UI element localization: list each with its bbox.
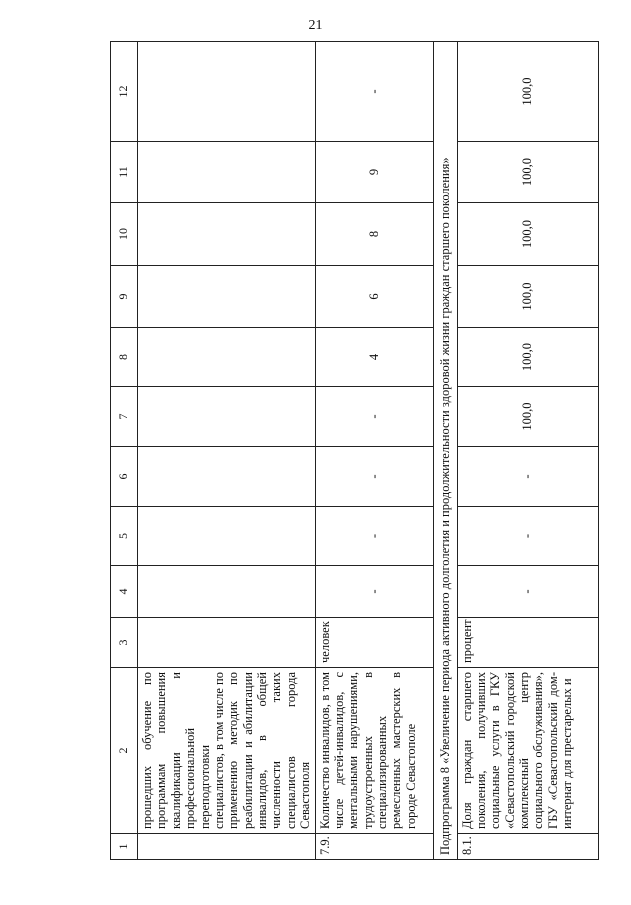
cell-value [138,566,316,618]
cell-value: - [315,507,433,566]
cell-value: 8 [315,203,433,266]
cell-value [138,203,316,266]
cell-value: 100,0 [457,328,598,387]
col-header: 4 [111,566,138,618]
subprogram-title: Подпрограмма 8 «Увеличение периода активного долголетия и продолжительности здоровой жизни граждан старшего поколения» [433,42,457,860]
subprogram-row [433,42,457,860]
col-header: 10 [111,203,138,266]
indicator-table [110,41,599,860]
cell-value [138,328,316,387]
row-index: 7.9. [315,834,433,860]
cell-value [138,447,316,507]
cell-value: 100,0 [457,203,598,266]
table-row [138,42,316,860]
cell-value: - [315,387,433,447]
row-text: Доля граждан старшего поколения, получивших социальные услуги в ГКУ «Севастопольский городской комплексный центр социального обслуживания», ГБУ «Севастопольский дом-интернат для престарелых и [457,668,598,834]
col-header: 6 [111,447,138,507]
cell-value: 4 [315,328,433,387]
table-row [457,42,598,860]
cell-value: - [315,42,433,142]
cell-value: - [315,566,433,618]
cell-value: - [315,447,433,507]
cell-value: 9 [315,142,433,203]
col-header: 1 [111,834,138,860]
row-index [138,834,316,860]
rotated-table-container [110,42,582,860]
col-header: 9 [111,266,138,328]
table-row [315,42,433,860]
row-index: 8.1. [457,834,598,860]
col-header: 5 [111,507,138,566]
cell-value: 6 [315,266,433,328]
col-header: 3 [111,618,138,668]
cell-value [138,142,316,203]
cell-value: - [457,447,598,507]
col-header: 11 [111,142,138,203]
cell-value: 100,0 [457,387,598,447]
cell-value [138,266,316,328]
cell-value [138,42,316,142]
header-row [111,42,138,860]
cell-value: - [457,507,598,566]
cell-value: 100,0 [457,42,598,142]
page-number: 21 [308,18,323,33]
row-text: Количество инвалидов, в том числе детей-инвалидов, с ментальными нарушениями, трудоустроенных в специализированных ремесленных мастерских в городе Севастополе [315,668,433,834]
cell-value: - [457,566,598,618]
row-unit: процент [457,618,598,668]
cell-value [138,387,316,447]
cell-value [138,507,316,566]
row-unit [138,618,316,668]
cell-value: 100,0 [457,142,598,203]
row-text: прошедших обучение по программам повышения квалификации и профессиональной переподготовки специалистов, в том числе по применению методик по реабилитации и абилитации инвалидов, в общей численности таких специалистов города Севастополя [138,668,316,834]
col-header: 8 [111,328,138,387]
col-header: 2 [111,668,138,834]
cell-value: 100,0 [457,266,598,328]
row-unit: человек [315,618,433,668]
col-header: 7 [111,387,138,447]
col-header: 12 [111,42,138,142]
